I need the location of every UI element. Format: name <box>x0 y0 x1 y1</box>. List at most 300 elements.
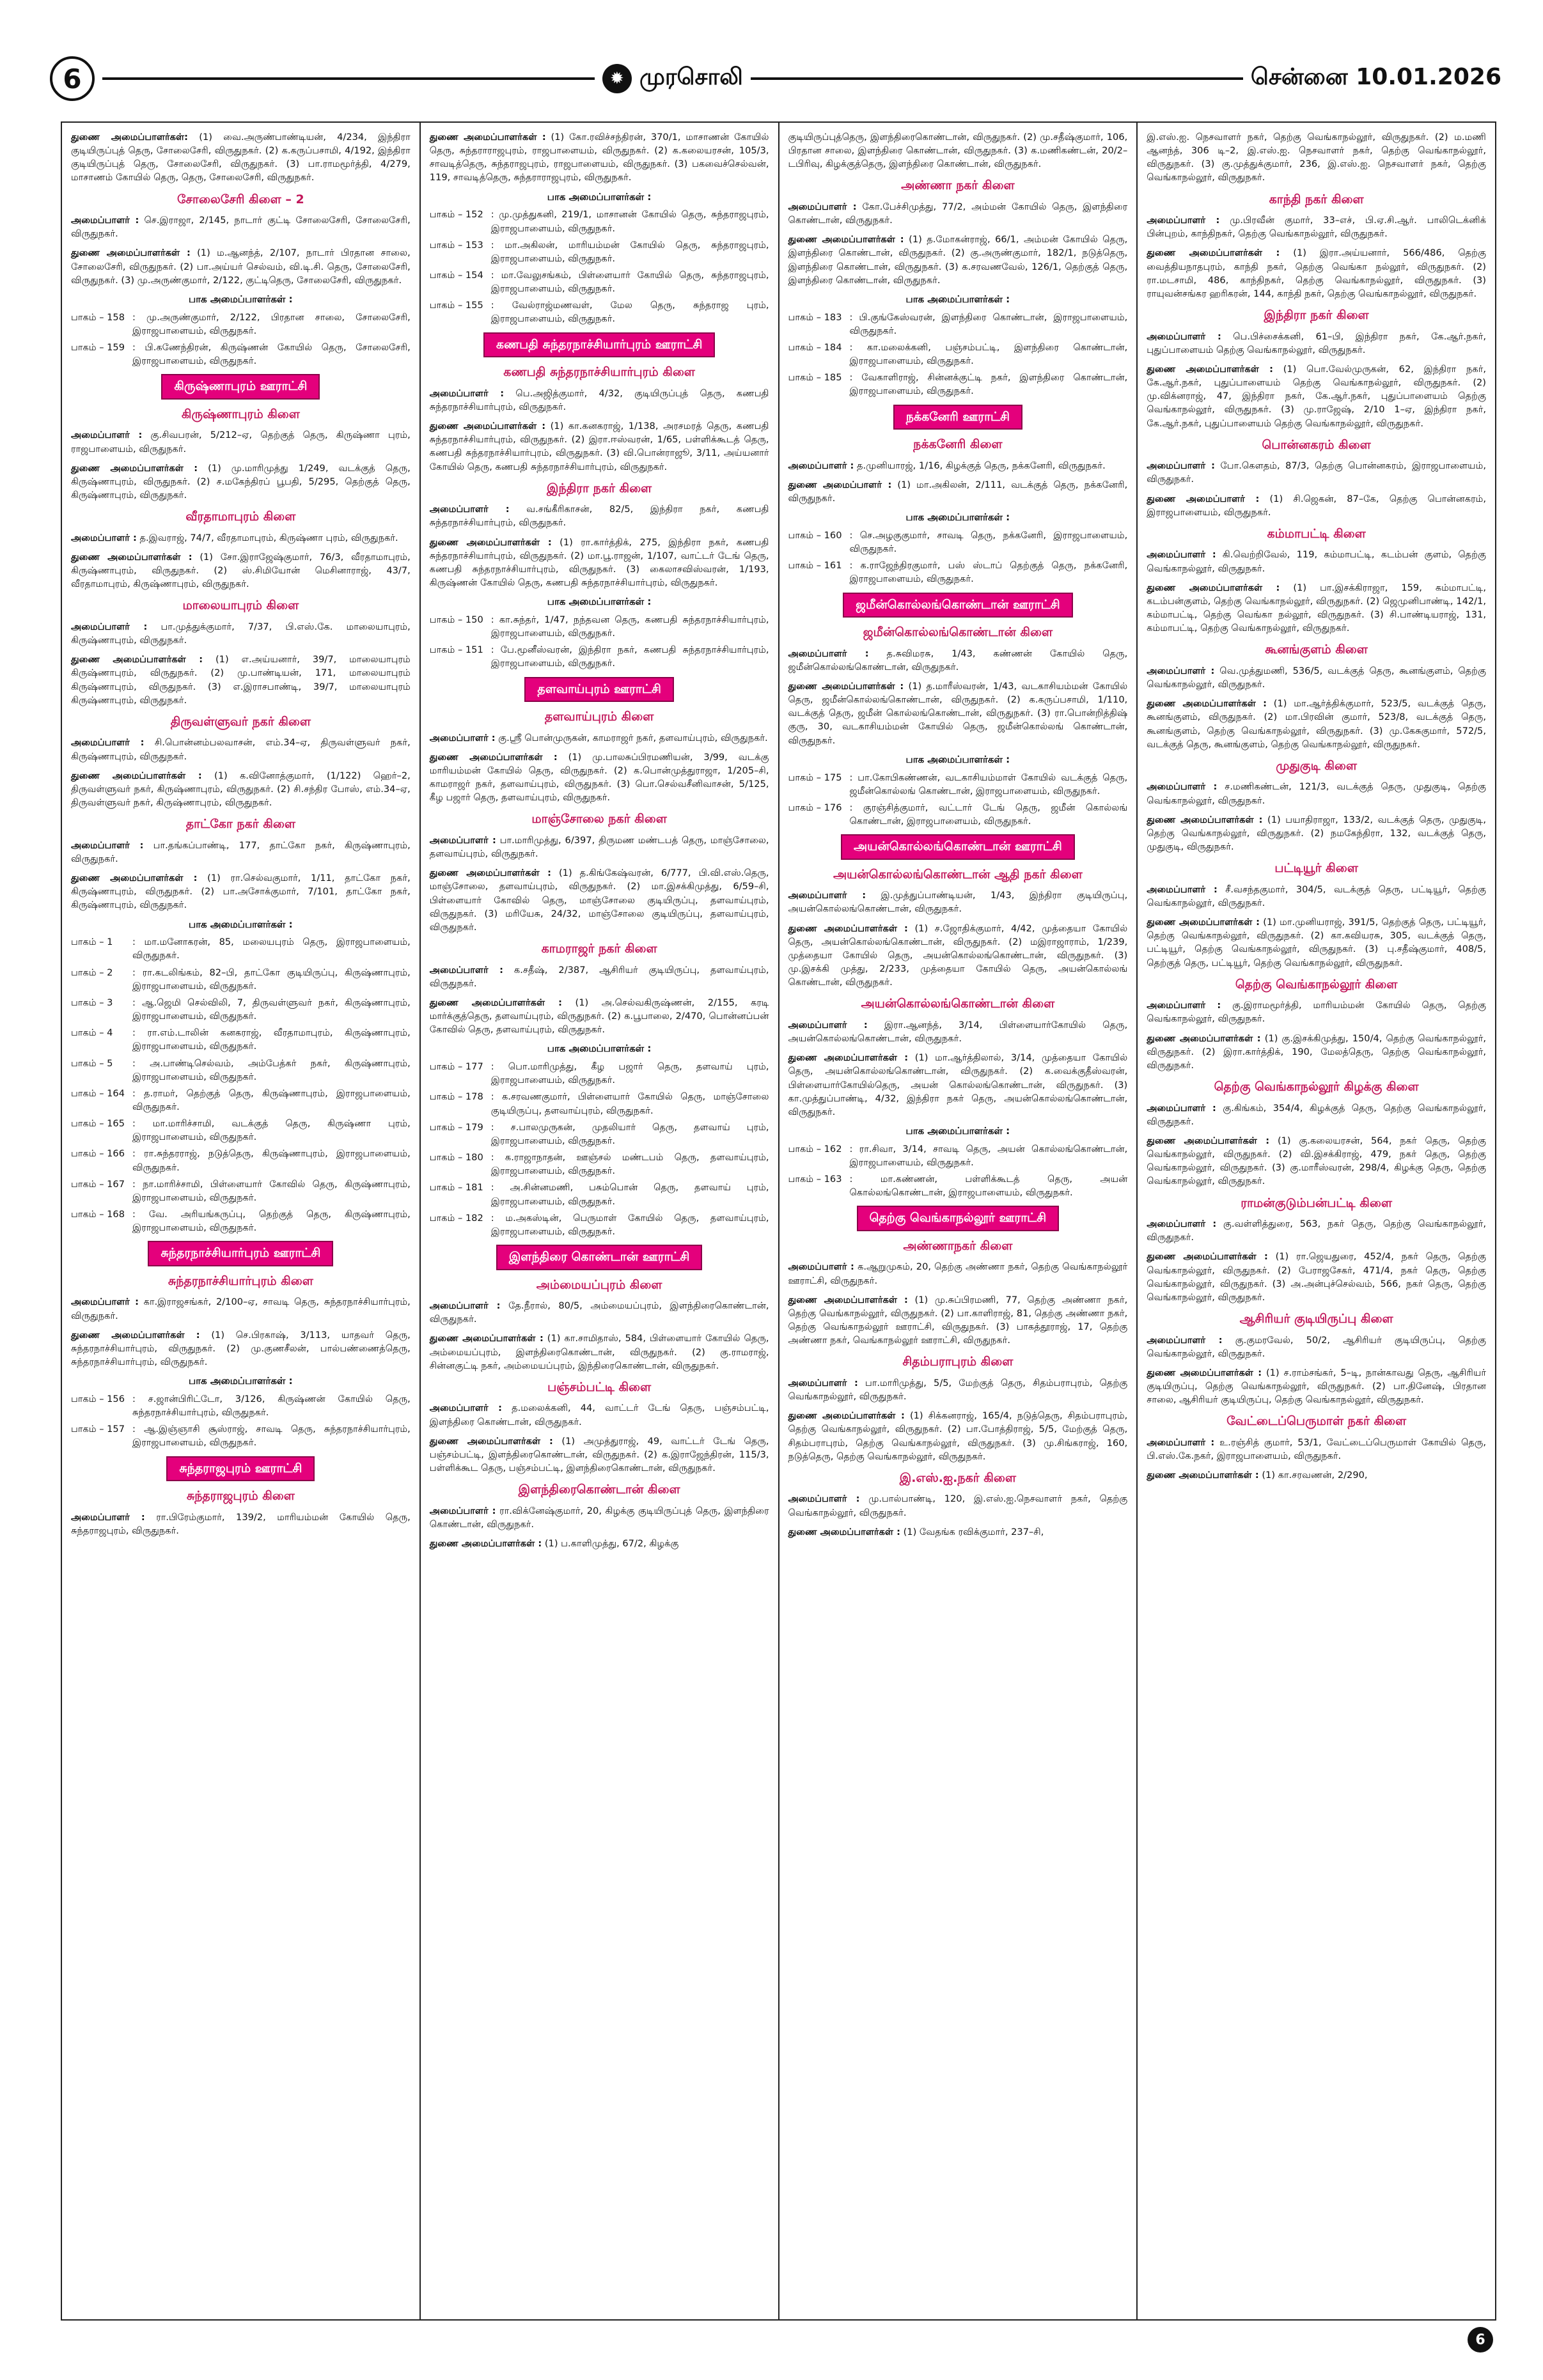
role-label: அமைப்பாளர் : <box>429 834 496 846</box>
branch-heading: தளவாய்புரம் கிளை <box>544 710 654 724</box>
booth-organiser: : பொ.மாரிமுத்து, கீழ பஜார் தெரு, தளவாய் புரம், இராஜபாளையம், விருதுநகர். <box>490 1061 769 1086</box>
entry-text: த.முனியாரஜ், 1/16, கிழக்குத் தெரு, நக்கனேரி, விருதுநகர். <box>856 460 1106 471</box>
organiser-entry <box>1147 459 1486 486</box>
booth-number: பாகம் – 160 <box>788 529 842 541</box>
entry-text: கு.வள்ளித்துரை, 563, நகர் தெரு, தெற்கு வெங்காநல்லூர், விருதுநகர். <box>1147 1218 1486 1243</box>
entry-text: இ.எஸ்.ஐ. நெசவாளர் நகர், தெற்கு வெங்காநல்லூர், விருதுநகர். (2) ம.மணி ஆனந்த், 306 டி–2, இ.எஸ்.ஐ. நெசவாளர் நகர், தெற்கு வெங்காநல்லூர், விருதுநகர். (3) கு.முத்துக்குமார், 236, இ.எஸ்.ஐ. நெசவாளர் நகர், தெற்கு வெங்காநல்லூர், விருதுநகர். <box>1147 132 1486 183</box>
booth-row <box>788 529 1128 556</box>
booth-organiser: : வேகாளிராஜ், சின்னக்குட்டி நகர், இளந்திரை கொண்டான், இராஜபாளையம், விருதுநகர். <box>849 372 1128 397</box>
organiser-entry <box>788 1376 1128 1403</box>
booth-number: பாகம் – 152 <box>429 209 483 221</box>
booth-number: பாகம் – 179 <box>429 1121 483 1133</box>
booth-organiser: : நா.மாரிச்சாமி, பிள்ளையார் கோவில் தெரு, கிருஷ்ணாபுரம், இராஜபாளையம், விருதுநகர். <box>132 1178 411 1203</box>
organiser-entry <box>430 419 769 474</box>
panchayat-banner-label: தெற்கு வெங்காநல்லூர் ஊராட்சி <box>857 1206 1060 1231</box>
role-label: துணை அமைப்பாளர்கள் : <box>788 922 908 934</box>
entry-text: (1) ரா.செல்வகுமார், 1/11, தாட்கோ நகர், கிருஷ்ணாபுரம், விருதுநகர். (2) பா.அசோக்குமார், 7/101, தாட்கோ நகர், கிருஷ்ணாபுரம், விருதுநகர். <box>71 873 411 911</box>
role-label: துணை அமைப்பாளர்கள் : <box>788 680 904 692</box>
entry-text: (1) செ.பிரகாஷ், 3/113, யாதவர் தெரு, சுந்தரநாச்சியார்புரம், விருதுநகர். (2) மு.குணசீலன், பால்பண்ணைத்தெரு, சுந்தரநாச்சியார்புரம், விருதுநகர். <box>71 1329 411 1368</box>
booth-organiser: : க.ராஜேந்திரகுமார், பஸ் ஸ்டாப் தெற்குத் தெரு, நக்கனேரி, இராஜபாளையம், விருதுநகர். <box>849 560 1128 585</box>
entry-text: த.இவராஜ், 74/7, வீரதாமாபுரம், கிருஷ்ணா புரம், விருதுநகர். <box>139 532 398 543</box>
role-label: துணை அமைப்பாளர்கள் : <box>429 751 558 763</box>
role-label: அமைப்பாளர் : <box>788 1019 868 1031</box>
panchayat-banner <box>788 405 1128 430</box>
booth-organiser: : ரா.கடலிங்கம், 82–பி, தாட்கோ குடியிருப்பு, கிருஷ்ணாபுரம், இராஜபாளையம், விருதுநகர். <box>132 967 411 992</box>
sub-heading: பாக அமைப்பாளர்கள் : <box>905 1124 1010 1137</box>
role-label: துணை அமைப்பாளர்கள் : <box>429 421 546 432</box>
panchayat-banner <box>430 677 769 703</box>
organiser-entry <box>71 620 411 647</box>
role-label: துணை அமைப்பாளர்கள் : <box>71 873 198 884</box>
entry-text: கு.சிவபரன், 5/212–ஏ, தெற்குத் தெரு, கிருஷ்ணா புரம், ராஜபாளையம், விருதுநகர். <box>71 430 411 455</box>
entry-text: பா.தங்கப்பாண்டி, 177, தாட்கோ நகர், கிருஷ்ணாபுரம், விருதுநகர். <box>71 839 411 864</box>
role-label: துணை அமைப்பாளர்கள் : <box>1147 1251 1268 1263</box>
entry-text: ரா.பிரேம்குமார், 139/2, மாரியம்மன் கோயில் தெரு, சுந்தராஜபுரம், விருதுநகர். <box>71 1511 411 1536</box>
organiser-entry <box>430 1504 769 1531</box>
role-label: அமைப்பாளர் : <box>429 504 510 515</box>
booth-number: பாகம் – 176 <box>788 802 842 813</box>
booth-number: பாகம் – 163 <box>788 1174 842 1185</box>
panchayat-banner-label: நக்கனேரி ஊராட்சி <box>893 405 1022 430</box>
organiser-entry <box>71 246 411 286</box>
branch-heading: ஜமீன்கொல்லங்கொண்டான் கிளை <box>863 625 1053 640</box>
booth-row <box>430 268 769 295</box>
booth-organiser: : பே.மூனீஸ்வரன், இந்திரா நகர், கணபதி சுந்தரநாச்சியார்புரம், இராஜபாளையம், விருதுநகர். <box>490 644 769 669</box>
booth-number: பாகம் – 182 <box>429 1212 483 1224</box>
organiser-entry <box>788 889 1128 915</box>
panchayat-banner-label: இளந்திரை கொண்டான் ஊராட்சி <box>496 1245 703 1270</box>
organiser-entry <box>71 871 411 912</box>
role-label: அமைப்பாளர் : <box>71 621 148 632</box>
role-label: அமைப்பாளர் : <box>429 1505 496 1516</box>
booth-organiser: : மா.அகிலன், மாரியம்மன் கோயில் தெரு, சுந்தராஜபுரம், இராஜபாளையம், விருதுநகர். <box>490 239 769 264</box>
role-label: துணை அமைப்பாளர்கள் : <box>1147 814 1263 825</box>
entry-text: (1) கா.சாமிதாஸ், 584, பிள்ளையார் கோயில் தெரு, அம்மையப்புரம், இளந்திரைகொண்டான், விருதுநகர். (2) கு.ராமராஜ், சின்னகுட்டி நகர், அம்மையப்புரம், இந்திரைகொண்டான், விருதுநகர். <box>429 1333 769 1371</box>
organiser-entry <box>788 647 1128 674</box>
booth-row <box>71 1026 411 1053</box>
booth-organiser: : அ.சின்னமணி, பசும்பொன் தெரு, தளவாய் புரம், இராஜபாளையம், விருதுநகர். <box>490 1182 769 1207</box>
branch-heading: சோலைசேரி கிளை – 2 <box>177 192 304 206</box>
booth-number: பாகம் – 158 <box>71 311 125 323</box>
organiser-entry <box>430 1299 769 1326</box>
branch-heading: ஆசிரியர் குடியிருப்பு கிளை <box>1239 1312 1393 1326</box>
entry-text: கி.வெற்றிவேல், 119, கம்மாபட்டி, கடம்பன் குளம், தெற்கு வெங்காநல்லூர், விருதுநகர். <box>1147 549 1487 574</box>
entry-text: (1) கு.இசக்கிமுத்து, 150/4, தெற்கு வெங்காநல்லூர், விருதுநகர். (2) இரா.கார்த்திக், 190, மேலத்தெரு, தெற்கு வெங்காநல்லூர், விருதுநகர். <box>1147 1032 1486 1071</box>
role-label: அமைப்பாளர் : <box>429 387 505 399</box>
role-label: துணை அமைப்பாளர்கள் : <box>1147 363 1273 375</box>
panchayat-banner <box>788 593 1128 618</box>
booth-organiser: : ஆ.ஜெமி செல்விலி, 7, திருவள்ளுவர் நகர், கிருஷ்ணாபுரம், இராஜபாளையம், விருதுநகர். <box>132 997 411 1022</box>
organiser-entry <box>1147 1334 1486 1360</box>
booth-organiser: : ரா.சிவா, 3/14, சாவடி தெரு, அயன் கொல்லங்கொண்டான், இராஜபாளையம், விருதுநகர். <box>849 1143 1128 1168</box>
booth-row <box>788 801 1128 828</box>
organiser-entry <box>788 1409 1128 1463</box>
entry-text: (1) ப.காளிமுத்து, 67/2, கிழக்கு <box>544 1538 679 1550</box>
booth-number: பாகம் – 154 <box>429 270 483 281</box>
role-label: அமைப்பாளர் : <box>788 460 854 471</box>
entry-text: (1) பயாதிராஜா, 133/2, வடக்குத் தெரு, முதுகுடி, தெற்கு வெங்காநல்லூர், விருதுநகர். (2) நமகேந்திரா, 132, வடக்குத் தெரு, முதுகுடி, விருதுநகர். <box>1147 814 1486 853</box>
organiser-entry <box>1147 1032 1486 1072</box>
entry-text: (1) மு.சுப்பிரமணி, 77, தெற்கு அண்ணா நகர், தெற்கு வெங்காநல்லூர், விருதுநகர். (2) பா.காளிராஜ், 81, தெற்கு அண்ணா நகர், தெற்கு வெங்காநல்லூர் ஊராட்சி, விருதுநகர். (3) பாகத்தூராஜ், 17, தெற்கு அண்ணா நகர், வெங்காநல்லூர் ஊராட்சி, விருதுநகர். <box>788 1294 1128 1346</box>
organiser-entry <box>788 459 1128 472</box>
booth-organiser: : ஆ.இஞ்ஞாசி சூஸ்ராஜ், சாவடி தெரு, சுந்தரநாச்சியார்புரம், இராஜபாளையம், விருதுநகர். <box>132 1424 411 1449</box>
entry-text: (1) வேதங்க ரவிக்குமார், 237–சி, <box>903 1526 1044 1537</box>
booth-row <box>71 1117 411 1144</box>
organiser-entry <box>1147 1134 1486 1188</box>
panchayat-banner-label: கிருஷ்ணாபுரம் ஊராட்சி <box>161 374 320 400</box>
entry-text: (1) மா.அகிலன், 2/111, வடக்குத் தெரு, நக்கனேரி, விருதுநகர். <box>788 479 1128 504</box>
masthead <box>50 56 1501 101</box>
booth-row <box>788 771 1128 798</box>
organiser-entry <box>430 731 769 745</box>
role-label: அமைப்பாளர் : <box>71 737 145 749</box>
booth-organiser: : கா.மலைக்கனி, பஞ்சம்பட்டி, இளந்திரை கொண்டான், இராஜபாளையம், விருதுநகர். <box>849 342 1128 367</box>
branch-heading: சுந்தரநாச்சியார்புரம் கிளை <box>168 1273 313 1288</box>
entry-text: (1) அமுத்துராஜ், 49, வாட்டர் டேங் தெரு, பஞ்சம்பட்டி, இளந்திரைகொண்டான், விருதுநகர். (2) க.இராஜேந்திரன், 115/3, பள்ளிக்கூட தெரு, பஞ்சம்பட்டி, இளந்திரைகொண்டான், விருதுநகர். <box>429 1435 769 1474</box>
booth-organiser: : மா.வேலுசங்கம், பிள்ளையார் கோயில் தெரு, சுந்தராஜபுரம், இராஜபாளையம், விருதுநகர். <box>490 270 769 295</box>
booth-row <box>430 299 769 325</box>
panchayat-banner-label: அயன்கொல்லங்கொண்டான் ஊராட்சி <box>841 834 1075 860</box>
branch-heading: இந்திரா நகர் கிளை <box>1264 308 1369 323</box>
booth-number: பாகம் – 162 <box>788 1143 842 1155</box>
column-3 <box>779 123 1138 2319</box>
booth-number: பாகம் – 175 <box>788 772 842 783</box>
booth-organiser: : அ.பாண்டிசெல்வம், அம்பேத்கர் நகர், கிருஷ்ணாபுரம், இராஜபாளையம், விருதுநகர். <box>132 1057 411 1082</box>
sub-heading: பாக அமைப்பாளர்கள் : <box>189 918 293 930</box>
entry-text: சீ.வசந்தகுமார், 304/5, வடக்குத் தெரு, பட்டியூர், தெற்கு வெங்காநல்லூர், விருதுநகர். <box>1147 883 1487 908</box>
panchayat-banner-label: ஜமீன்கொல்லங்கொண்டான் ஊராட்சி <box>843 593 1072 618</box>
branch-heading: தெற்கு வெங்காநல்லூர் கிழக்கு கிளை <box>1214 1080 1419 1094</box>
panchayat-banner <box>71 374 411 400</box>
branch-heading: அயன்கொல்லங்கொண்டான் கிளை <box>861 997 1055 1011</box>
branch-heading: அண்ணா நகர் கிளை <box>901 178 1015 193</box>
booth-number: பாகம் – 150 <box>429 614 483 625</box>
organiser-entry <box>71 1511 411 1537</box>
booth-number: பாகம் – 151 <box>429 644 483 656</box>
role-label: துணை அமைப்பாளர்கள் : <box>429 132 546 143</box>
booth-row <box>430 1181 769 1208</box>
entry-text: இ.முத்துப்பாண்டியன், 1/43, இந்திரா குடியிருப்பு, அயன்கொல்லங்கொண்டான், விருதுநகர். <box>788 890 1128 915</box>
entry-text: போ.கௌதம், 87/3, தெற்கு பொன்னகரம், இராஜபாளையம், விருதுநகர். <box>1147 460 1487 485</box>
role-label: அமைப்பாளர் : <box>788 890 866 901</box>
column-2 <box>421 123 779 2319</box>
entry-text: பெ.அஜித்குமார், 4/32, குடியிருப்புத் தெரு, கணபதி சுந்தரநாச்சியார்புரம், விருதுநகர். <box>429 387 769 412</box>
booth-number: பாகம் – 177 <box>429 1061 483 1073</box>
role-label: அமைப்பாளர் : <box>1147 1000 1221 1011</box>
booth-number: பாகம் – 167 <box>71 1178 125 1190</box>
organiser-entry <box>1147 664 1486 691</box>
booth-organiser: : குரஞ்சித்குமார், வட்டார் டேங் தெரு, ஜமீன் கொல்லங் கொண்டான், இராஜபாளையம், விருதுநகர். <box>849 802 1128 827</box>
role-label: துணை அமைப்பாளர்கள் : <box>1147 917 1260 928</box>
sub-heading: பாக அமைப்பாளர்கள் : <box>189 1375 293 1387</box>
branch-heading: முதுகுடி கிளை <box>1276 758 1358 773</box>
role-label: அமைப்பாளர் : <box>1147 215 1220 226</box>
role-label: அமைப்பாளர் : <box>788 1261 854 1273</box>
organiser-entry <box>1147 548 1486 575</box>
booth-row <box>788 311 1128 338</box>
sub-heading: பாக அமைப்பாளர்கள் : <box>905 753 1010 765</box>
booth-organiser: : பா.கோபிகண்ணன், வடகாசியம்மாள் கோயில் வடக்குத் தெரு, ஜமீன்கொல்லங் கொண்டான், இராஜபாளையம், விருதுநகர். <box>849 772 1128 797</box>
booth-row <box>71 1057 411 1084</box>
role-label: அமைப்பாளர் : <box>71 1296 139 1308</box>
booth-number: பாகம் – 161 <box>788 560 842 572</box>
organiser-entry <box>1147 492 1486 519</box>
role-label: அமைப்பாளர் : <box>1147 1334 1223 1346</box>
booth-organiser: : க.ராஜாநாதன், ஊஞ்சல் மண்டபம் தெரு, தளவாய்புரம், இராஜபாளையம், விருதுநகர். <box>490 1152 769 1177</box>
organiser-entry <box>430 963 769 990</box>
organiser-entry <box>430 130 769 185</box>
booth-number: பாகம் – 181 <box>429 1182 483 1194</box>
role-label: அமைப்பாளர் : <box>71 1511 145 1523</box>
masthead-rule-right <box>751 77 1243 80</box>
booth-row <box>71 1208 411 1234</box>
role-label: அமைப்பாளர் : <box>1147 1102 1216 1114</box>
branch-heading: கம்மாபட்டி கிளை <box>1267 526 1366 541</box>
branch-heading: கணபதி சுந்தரநாச்சியார்புரம் கிளை <box>503 365 695 380</box>
role-label: அமைப்பாளர் : <box>1147 460 1215 472</box>
role-label: துணை அமைப்பாளர்கள் : <box>788 1526 900 1537</box>
booth-number: பாகம் – 1 <box>71 937 113 948</box>
organiser-entry <box>71 736 411 763</box>
panchayat-banner <box>788 1206 1128 1231</box>
organiser-entry <box>1147 999 1486 1025</box>
organiser-entry <box>788 130 1128 171</box>
role-label: அமைப்பாளர் : <box>788 1377 858 1388</box>
role-label: துணை அமைப்பாளர்கள் : <box>71 551 192 563</box>
booth-row <box>71 311 411 338</box>
organiser-entry <box>430 1332 769 1372</box>
entry-text: (1) ரா.கார்த்திக், 275, இந்திரா நகர், கணபதி சுந்தரநாச்சியார்புரம், விருதுநகர். (2) மா.பூ.ராஜன், 1/107, வாட்டர் டேங் தெரு, கணபதி சுந்தரநாச்சியார்புரம், விருதுநகர். (3) கைலாசவிஸ்வரன், 1/193, கிருஷ்ணன் கோயில் தெரு, கணபதி சுந்தரநாச்சியார்புரம், விருதுநகர். <box>429 536 769 588</box>
booth-row <box>71 935 411 962</box>
entry-text: (1) ம.ஆனந்த், 2/107, நாடார் பிரதான சாலை, சோலைசேரி, விருதுநகர். (2) பா.அய்யர் செல்வம், வி.டி.சி. தெரு, சோலைசேரி, விருதுநகர். (3) மு.அருண்குமார், 2/122, குட்டிதெரு, சோலைசேரி, விருதுநகர். <box>71 247 411 286</box>
entry-text: ச.மணிகண்டன், 121/3, வடக்குத் தெரு, முதுகுடி, தெற்கு வெங்காநல்லூர், விருதுநகர். <box>1147 781 1487 806</box>
footer-page-number: 6 <box>1468 2327 1493 2353</box>
role-label: அமைப்பாளர் : <box>1147 883 1218 895</box>
branch-heading: மாஞ்சோலை நகர் கிளை <box>531 812 667 827</box>
booth-row <box>71 996 411 1023</box>
booth-organiser: : வேல்ராஜ்மணவள், மேல தெரு, சுந்தராஜ புரம், இராஜபாளையம், விருதுநகர். <box>490 300 769 325</box>
organiser-entry <box>788 1293 1128 1348</box>
organiser-entry <box>71 653 411 707</box>
branch-heading: பஞ்சம்பட்டி கிளை <box>547 1380 652 1394</box>
entry-text: (1) கா.கனகராஜ், 1/138, அரசமரத் தெரு, கணபதி சுந்தரநாச்சியார்புரம், விருதுநகர். (2) இரா.ஈஸ்வரன், 1/65, பள்ளிக்கூடத் தெரு, கணபதி சுந்தரநாச்சியார்புரம், விருதுநகர். (3) வி.பொன்ராஜூ, 3/11, அய்யனார் கோயில் தெரு, கணபதி சுந்தரநாச்சியார்புரம், விருதுநகர். <box>429 421 769 472</box>
booth-organiser: : ச.ஜான்பிரிட்டோ, 3/126, கிருஷ்ணன் கோயில் தெரு, சுந்தரநாச்சியார்புரம், விருதுநகர். <box>132 1394 411 1419</box>
booth-number: பாகம் – 3 <box>71 997 113 1008</box>
entry-text: வ.சங்கீரிகாசன், 82/5, இந்திரா நகர், கணபதி சுந்தரநாச்சியார்புரம், விருதுநகர். <box>429 504 769 529</box>
entry-text: (1) கோ.ரவிச்சந்திரன், 370/1, மாசாணன் கோயில் தெரு, சுந்தராராஜபுரம், ராஜபாளையம், விருதுநகர். (2) க.கலையரசன், 105/3, சாவடித்தெரு, சுந்தராஜபுரம், ராஜபாளையம், விருதுநகர். (3) பகவைச்செல்வன், 119, சாவடித்தெரு, சுந்தராராஜபுரம், விருதுநகர். <box>429 132 769 183</box>
booth-number: பாகம் – 156 <box>71 1394 125 1405</box>
booth-number: பாகம் – 165 <box>71 1118 125 1130</box>
booth-row <box>788 371 1128 398</box>
entry-text: (1) இரா.அய்யனார், 566/486, தெற்கு வைத்தியநாதபுரம், காந்தி நகர், தெற்கு வெங்கா நல்லூர், விருதுநகர். (2) ரா.மடசாமி, 486, காந்திநகர், தெற்கு வெங்காநல்லூர், விருதுநகர். (3) ராயுவன்சங்கர ஹரிகரன், 144, காந்தி நகர், தெற்கு வெங்காநல்லூர், விருதுநகர். <box>1147 247 1486 299</box>
sub-heading: பாக அமைப்பாளர்கள் : <box>547 1043 652 1055</box>
booth-row <box>788 1142 1128 1169</box>
role-label: அமைப்பாளர் : <box>788 1493 860 1505</box>
page-number-badge: 6 <box>50 56 95 101</box>
booth-number: பாகம் – 180 <box>429 1152 483 1163</box>
role-label: அமைப்பாளர் : <box>429 964 503 976</box>
role-label: அமைப்பாளர் : <box>71 430 143 441</box>
branch-heading: காந்தி நகர் கிளை <box>1269 192 1364 206</box>
role-label: துணை அமைப்பாளர்கள் : <box>429 867 551 879</box>
booth-row <box>430 1121 769 1147</box>
branch-heading: மாலையாபுரம் கிளை <box>182 598 299 613</box>
booth-organiser: : க.சரவணகுமார், பிள்ளையார் கோயில் தெரு, மாஞ்சோலை குடியிருப்பு, தளவாய்புரம், விருதுநகர். <box>490 1091 769 1116</box>
branch-heading: காமராஜர் நகர் கிளை <box>541 942 657 956</box>
entry-text: வெ.முத்துமணி, 536/5, வடக்குத் தெரு, கூனங்குளம், தெற்கு வெங்காநல்லூர், விருதுநகர். <box>1147 665 1486 690</box>
organiser-entry <box>430 1537 769 1550</box>
entry-text: (1) க.வினோத்குமார், (1/122) ஹெர்–2, திருவள்ளுவர் நகர், கிருஷ்ணாபுரம், விருதுநகர். (2) சி.சந்திர போஸ், எம்.34–ஏ, திருவள்ளுவர் நகர், கிருஷ்ணாபுரம், விருதுநகர். <box>71 770 411 809</box>
role-label: அமைப்பாளர் : <box>71 532 137 543</box>
organiser-entry <box>1147 1250 1486 1304</box>
booth-organiser: : மா.மனோகரன், 85, மலையபுரம் தெரு, இராஜபாளையம், விருதுநகர். <box>132 937 411 961</box>
organiser-entry <box>1147 1366 1486 1406</box>
entry-text: (1) எ.அய்யனார், 39/7, மாலையாபுரம் கிருஷ்ணாபுரம், விருதுநகர். (2) மு.பாண்டியன், 171, மாலையாபுரம் கிருஷ்ணாபுரம், விருதுநகர். (3) எ.இராசபாண்டி, 39/7, மாலையாபுரம் கிருஷ்ணாபுரம், விருதுநகர். <box>71 654 411 706</box>
booth-organiser: : மு.முத்துகனி, 219/1, மாசானன் கோயில் தெரு, சுந்தராஜபுரம், இராஜபாளையம், விருதுநகர். <box>490 209 769 234</box>
entry-text: கு.குமரவேல், 50/2, ஆசிரியர் குடியிருப்பு, தெற்கு வெங்காநல்லூர், விருதுநகர். <box>1147 1334 1487 1359</box>
entry-text: (1) மா.முனியராஜ், 391/5, தெற்குத் தெரு, பட்டியூர், தெற்கு வெங்காநல்லூர், விருதுநகர். (2) கா.கவியரசு, 305, வடக்குத் தெரு, பட்டியூர், தெற்கு வெங்காநல்லூர், விருதுநகர். (3) பு.சதீஷ்குமார், 408/5, தெற்குத் தெரு, பட்டியூர், தெற்கு வெங்காநல்லூர், விருதுநகர். <box>1147 917 1486 968</box>
organiser-entry <box>71 531 411 545</box>
branch-heading: அம்மையப்புரம் கிளை <box>536 1277 662 1292</box>
role-label: அமைப்பாளர் : <box>429 1300 501 1312</box>
panchayat-banner <box>430 1245 769 1270</box>
entry-text: (1) கு.கலையரசன், 564, நகர் தெரு, தெற்கு வெங்காநல்லூர், விருதுநகர். (2) வி.இசக்கிராஜ், 479, நகர் தெரு, தெற்கு வெங்காநல்லூர், விருதுநகர். (3) கு.மாரீஸ்வரன், 298/4, கிழக்கு தெரு, தெற்கு வெங்காநல்லூர், விருதுநகர். <box>1147 1135 1487 1187</box>
entry-text: த.சுவிமரசு, 1/43, கண்ணன் கோயில் தெரு, ஜமீன்கொல்லங்கொண்டான், விருதுநகர். <box>788 648 1128 673</box>
entry-text: கு.இராமமூர்த்தி, மாரியம்மன் கோயில் தெரு, தெற்கு வெங்காநல்லூர், விருதுநகர். <box>1147 1000 1487 1025</box>
organiser-entry <box>430 834 769 860</box>
organiser-entry <box>1147 581 1486 635</box>
branch-heading: பொன்னகரம் கிளை <box>1262 437 1371 452</box>
booth-row <box>430 1060 769 1087</box>
booth-row <box>71 1147 411 1174</box>
booth-organiser: : மா.கண்ணன், பள்ளிக்கூடத் தெரு, அயன் கொல்லங்கொண்டான், இராஜபாளையம், விருதுநகர். <box>849 1174 1128 1199</box>
entry-text: ரா.விக்னேஷ்குமார், 20, கிழக்கு குடியிருப்புத் தெரு, இளந்திரை கொண்டான், விருதுநகர். <box>429 1505 769 1530</box>
booth-organiser: : ம.அகஸ்டின், பெருமாள் கோயில் தெரு, தளவாய்புரம், இராஜபாளையம், விருதுநகர். <box>490 1212 769 1237</box>
role-label: அமைப்பாளர் : <box>1147 665 1215 676</box>
role-label: துணை அமைப்பாளர்கள் : <box>1147 1367 1262 1378</box>
entry-text: தே.நீரால், 80/5, அம்மையப்புரம், இளந்திரைகொண்டான், விருதுநகர். <box>429 1300 769 1325</box>
role-label: துணை அமைப்பாளர்கள் : <box>429 1538 542 1550</box>
booth-row <box>71 341 411 368</box>
booth-number: பாகம் – 166 <box>71 1148 125 1160</box>
masthead-rule-left <box>102 77 595 80</box>
sub-heading: பாக அமைப்பாளர்கள் : <box>189 293 293 305</box>
booth-number: பாகம் – 5 <box>71 1057 113 1069</box>
panchayat-banner-label: சுந்தராஜபுரம் ஊராட்சி <box>166 1456 315 1482</box>
sun-emblem-icon: ✹ <box>602 64 632 93</box>
entry-text: (1) மு.மாரிமுத்து 1/249, வடக்குத் தெரு, கிருஷ்ணாபுரம், விருதுநகர். (2) ச.மகேந்திரப் பூபதி, 5/295, தெற்குத் தெரு, கிருஷ்ணாபுரம், விருதுநகர். <box>71 462 411 501</box>
booth-row <box>788 341 1128 368</box>
entry-text: (1) பா.இசக்கிராஜா, 159, கம்மாபட்டி, கடம்பன்குளம், தெற்கு வெங்காநல்லூர், விருதுநகர். (2) ஜெமுனிபாண்டி, 142/1, கம்மாபட்டி, தெற்கு வெங்கா நல்லூர், விருதுநகர். (3) சி.பாண்டியராஜ், 131, கம்மாபட்டி, தெற்கு வெங்காநல்லூர், விருதுநகர். <box>1147 582 1487 634</box>
entry-text: (1) த.கிங்கேஷ்வரன், 6/777, பி.வி.எஸ்.தெரு, மாஞ்சோலை, தளவாய்புரம், விருதுநகர். (2) மா.இசக்கிமுத்து, 6/59–சி, பிள்ளையார் கோவில் தெரு, மாஞ்சோலை குடியிருப்பு, தளவாய்புரம், விருதுநகர். (3) மரியேசு, 24/32, மாஞ்சோலை குடியிருப்பு, தளவாய்புரம், விருதுநகர். <box>429 867 769 933</box>
organiser-entry <box>71 769 411 809</box>
organiser-entry <box>788 1051 1128 1119</box>
organiser-entry <box>788 680 1128 747</box>
organiser-entry <box>1147 1101 1486 1128</box>
sub-heading: பாக அமைப்பாளர்கள் : <box>547 191 652 203</box>
role-label: துணை அமைப்பாளர்கள் : <box>788 1410 905 1422</box>
role-label: துணை அமைப்பாளர்கள் : <box>429 1333 544 1344</box>
branch-heading: கூனங்குளம் கிளை <box>1265 642 1368 657</box>
entry-text: சி.பொன்னம்பலவாசன், எம்.34–ஏ, திருவள்ளுவர் நகர், கிருஷ்ணாபுரம், விருதுநகர். <box>71 737 411 762</box>
column-1 <box>62 123 421 2319</box>
role-label: துணை அமைப்பாளர்கள் : <box>788 1294 908 1305</box>
branch-heading: வீரதாமாபுரம் கிளை <box>185 509 296 524</box>
entry-text: கு.கிங்கம், 354/4, கிழக்குத் தெரு, தெற்கு வெங்காநல்லூர், விருதுநகர். <box>1147 1102 1487 1127</box>
entry-text: பா.முத்துக்குமார், 7/37, பி.எஸ்.கே. மாலையாபுரம், கிருஷ்ணாபுரம், விருதுநகர். <box>71 621 411 646</box>
organiser-entry <box>1147 214 1486 240</box>
booth-number: பாகம் – 185 <box>788 372 842 384</box>
organiser-entry <box>1147 813 1486 853</box>
column-4 <box>1138 123 1495 2319</box>
booth-organiser: : ச.பாலமுருகன், முதலியார் தெரு, தளவாய் புரம், இராஜபாளையம், விருதுநகர். <box>490 1121 769 1146</box>
booth-organiser: : ரா.எம்.டாலின் கனகராஜ், வீரதாமாபுரம், கிருஷ்ணாபுரம், இராஜபாளையம், விருதுநகர். <box>132 1027 411 1052</box>
entry-text: (1) த.மாரீஸ்வரன், 1/43, வடகாசியம்மன் கோயில் தெரு, ஜமீன்கொல்லங்கொண்டான், விருதுநகர். (2) க.கருப்பசாமி, 1/110, வடக்குத் தெரு, ஜமீன் கொல்லங்கொண்டான், விருதுநகர். (3) ரா.பொன்றித்திஷ் குரு, 30, வடகாசியம்மன் கோயில் தெரு, ஜமீன்கொல்லங் கொண்டான், விருதுநகர். <box>788 680 1128 746</box>
role-label: துணை அமைப்பாளர்கள் : <box>1147 1470 1259 1481</box>
entry-text: க.சதீஷ், 2/387, ஆசிரியர் குடியிருப்பு, தளவாய்புரம், விருதுநகர். <box>429 964 769 989</box>
organiser-entry <box>788 1260 1128 1287</box>
panchayat-banner <box>430 332 769 358</box>
booth-row <box>788 1172 1128 1199</box>
entry-text: கா.இராஜசங்கர், 2/100–ஏ, சாவடி தெரு, சுந்தரநாச்சியார்புரம், விருதுநகர். <box>71 1296 411 1321</box>
branch-heading: அண்ணாநகர் கிளை <box>903 1238 1013 1253</box>
branch-heading: இளந்திரைகொண்டான் கிளை <box>518 1482 680 1497</box>
branch-heading: நக்கனேரி கிளை <box>913 437 1003 452</box>
organiser-entry <box>788 200 1128 227</box>
booth-number: பாகம் – 178 <box>429 1091 483 1103</box>
organiser-entry <box>71 839 411 866</box>
organiser-entry <box>71 462 411 502</box>
booth-organiser: : கா.சுந்தர், 1/47, நந்தவன தெரு, கணபதி சுந்தரநாச்சியார்புரம், இராஜபாளையம், விருதுநகர். <box>490 614 769 639</box>
role-label: அமைப்பாளர் : <box>788 201 857 213</box>
organiser-entry <box>1147 1436 1486 1463</box>
organiser-entry <box>71 130 411 185</box>
booth-number: பாகம் – 2 <box>71 967 113 978</box>
entry-text: (1) சோ.இராஜேஷ்குமார், 76/3, வீரதாமாபுரம், கிருஷ்ணாபுரம், விருதுநகர். (2) ஸ்.சிமியோன் மெசினாராஜ், 43/7, வீரதாமாபுரம், கிருஷ்ணாபுரம், விருதுநகர். <box>71 551 411 590</box>
organiser-entry <box>1147 697 1486 751</box>
organiser-entry <box>430 866 769 934</box>
branch-heading: சிதம்பராபுரம் கிளை <box>902 1355 1014 1369</box>
role-label: துணை அமைப்பாளர்கள் : <box>71 654 203 665</box>
organiser-entry <box>1147 130 1486 185</box>
booth-number: பாகம் – 183 <box>788 311 842 323</box>
role-label: அமைப்பாளர் : <box>1147 1218 1217 1230</box>
booth-number: பாகம் – 159 <box>71 342 125 354</box>
organiser-entry <box>430 1401 769 1428</box>
booth-row <box>71 1178 411 1204</box>
booth-number: பாகம் – 157 <box>71 1424 125 1435</box>
organiser-entry <box>788 1018 1128 1045</box>
branch-heading: தெற்கு வெங்காநல்லூர் கிளை <box>1235 977 1398 992</box>
entry-text: (1) மா.ஆர்த்திலால், 3/14, முத்தையா கோயில் தெரு, அயன்கொல்லங்கொண்டான், விருதுநகர். (2) க.வைக்குதீஸ்வரன், பிள்ளையார்கோயில்தெரு, அயன் கொல்லங்கொண்டான், விருதுநகர். (3) கா.முத்துப்பாண்டி, 4/32, இந்திரா நகர் தெரு, அயன்கொல்லங்கொண்டான், விருதுநகர். <box>788 1052 1128 1117</box>
role-label: துணை அமைப்பாளர்கள் : <box>1147 1135 1270 1146</box>
organiser-entry <box>1147 780 1486 807</box>
entry-text: கோ.பேச்சிமுத்து, 77/2, அம்மன் கோயில் தெரு, இளந்திரை கொண்டான், விருதுநகர். <box>788 201 1128 226</box>
booth-row <box>71 1392 411 1419</box>
booth-row <box>430 238 769 265</box>
entry-text: க.ஆறுமுகம், 20, தெற்கு அண்ணா நகர், தெற்கு வெங்காநல்லூர் ஊராட்சி, விருதுநகர். <box>788 1261 1128 1286</box>
sub-heading: பாக அமைப்பாளர்கள் : <box>547 596 652 608</box>
organiser-entry <box>1147 362 1486 430</box>
entry-text: த.மலைக்கனி, 44, வாட்டர் டேங் தெரு, பஞ்சம்பட்டி, இளந்திரை கொண்டான், விருதுநகர். <box>429 1403 769 1427</box>
paper-logo <box>602 64 743 93</box>
organiser-entry <box>1147 915 1486 970</box>
panchayat-banner <box>71 1456 411 1482</box>
organiser-entry <box>1147 1468 1486 1482</box>
entry-text: குடியிருப்புத்தெரு, இளந்திரைகொண்டான், விருதுநகர். (2) மு.சதீஷ்குமார், 106, பிரதான சாலை, இளந்திரை கொண்டான், விருதுநகர். (3) க.மணிகண்டன், 20/2–டபிரிவு, கிழக்குத்தெரு, இளந்திரை கொண்டான், விருதுநகர். <box>788 132 1128 170</box>
role-label: அமைப்பாளர் : <box>71 215 139 226</box>
booth-row <box>430 1090 769 1117</box>
